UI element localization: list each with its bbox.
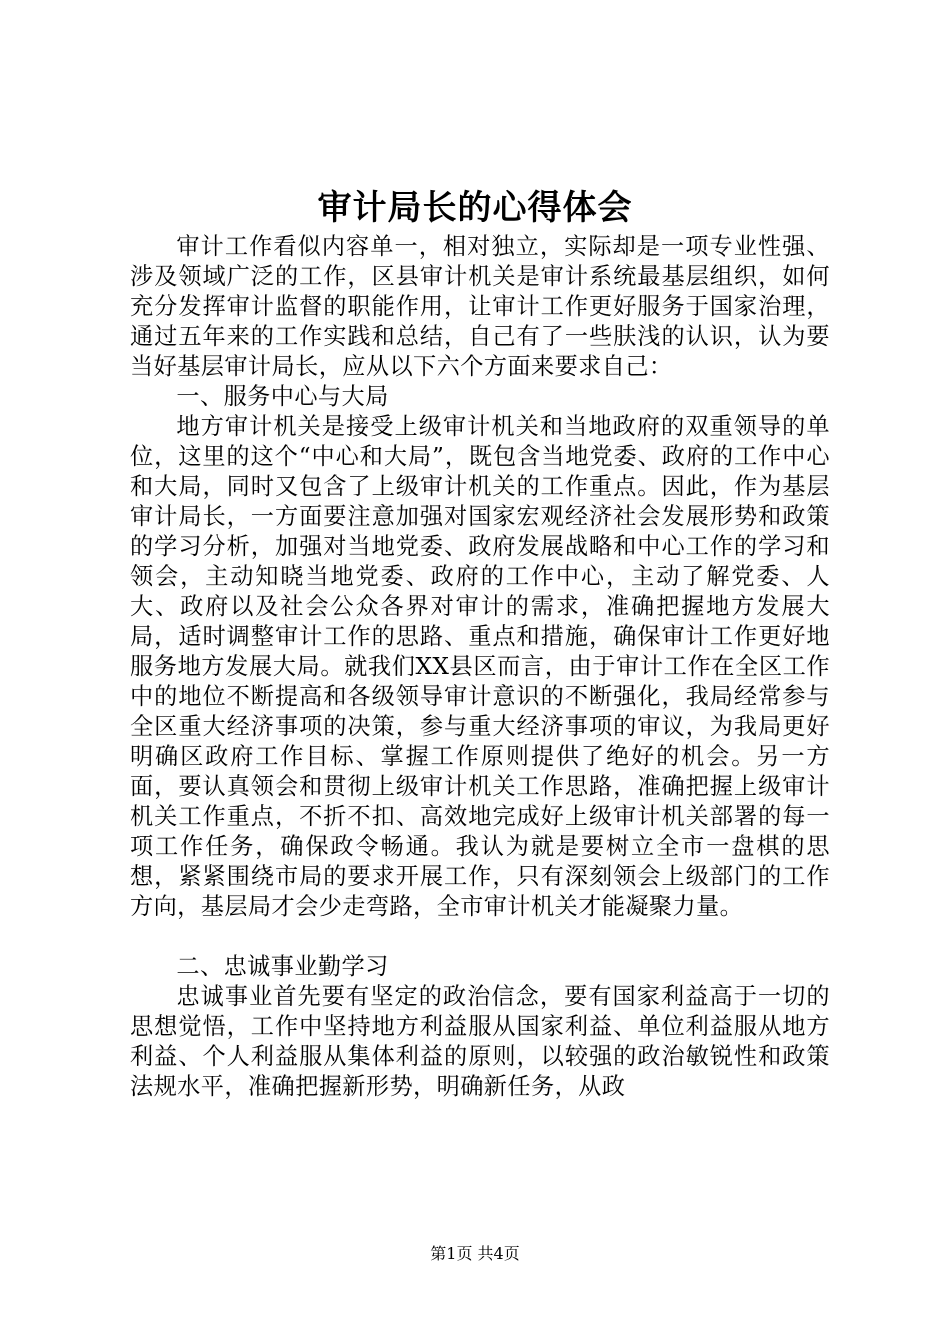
- section-1-heading: 一、服务中心与大局: [176, 383, 389, 410]
- intro-paragraph: 审计工作看似内容单一，相对独立，实际却是一项专业性强、涉及领域广泛的工作，区县审计机关是审计系统最基层组织，如何充分发挥审计监督的职能作用，让审计工作更好服务于国家治理，通过五年来的工作实践和总结，自己有了一些肤浅的认识，认为要当好基层审计局长，应从以下六个方面来要求自己：: [130, 233, 830, 380]
- document-body: [130, 232, 830, 1102]
- document-title: 审计局长的心得体会: [317, 188, 633, 228]
- page-footer: 第1页 共4页: [430, 1244, 520, 1263]
- section-1-paragraph: 地方审计机关是接受上级审计机关和当地政府的双重领导的单位，这里的这个“中心和大局”，既包含当地党委、政府的工作中心和大局，同时又包含了上级审计机关的工作重点。因此，作为基层审计局长，一方面要注意加强对国家宏观经济社会发展形势和政策的学习分析，加强对当地党委、政府发展战略和中心工作的学习和领会，主动知晓当地党委、政府的工作中心，主动了解党委、人大、政府以及社会公众各界对审计的需求，准确把握地方发展大局，适时调整审计工作的思路、重点和措施，确保审计工作更好地服务地方发展大局。就我们XX县区而言，由于审计工作在全区工作中的地位不断提高和各级领导审计意识的不断强化，我局经常参与全区重大经济事项的决策，参与重大经济事项的审议，为我局更好明确区政府工作目标、掌握工作原则提供了绝好的机会。另一方面，要认真领会和贯彻上级审计机关工作思路，准确把握上级审计机关工作重点，不折不扣、高效地完成好上级审计机关部署的每一项工作任务，确保政令畅通。我认为就是要树立全市一盘棋的思想，紧紧围绕市局的要求开展工作，只有深刻领会上级部门的工作方向，基层局才会少走弯路，全市审计机关才能凝聚力量。: [130, 413, 830, 920]
- section-2-paragraph: 忠诚事业首先要有坚定的政治信念，要有国家利益高于一切的思想觉悟，工作中坚持地方利益服从国家利益、单位利益服从地方利益、个人利益服从集体利益的原则，以较强的政治敏锐性和政策法规水平，准确把握新形势，明确新任务，从政: [130, 983, 830, 1100]
- section-2-heading: 二、忠诚事业勤学习: [176, 953, 389, 980]
